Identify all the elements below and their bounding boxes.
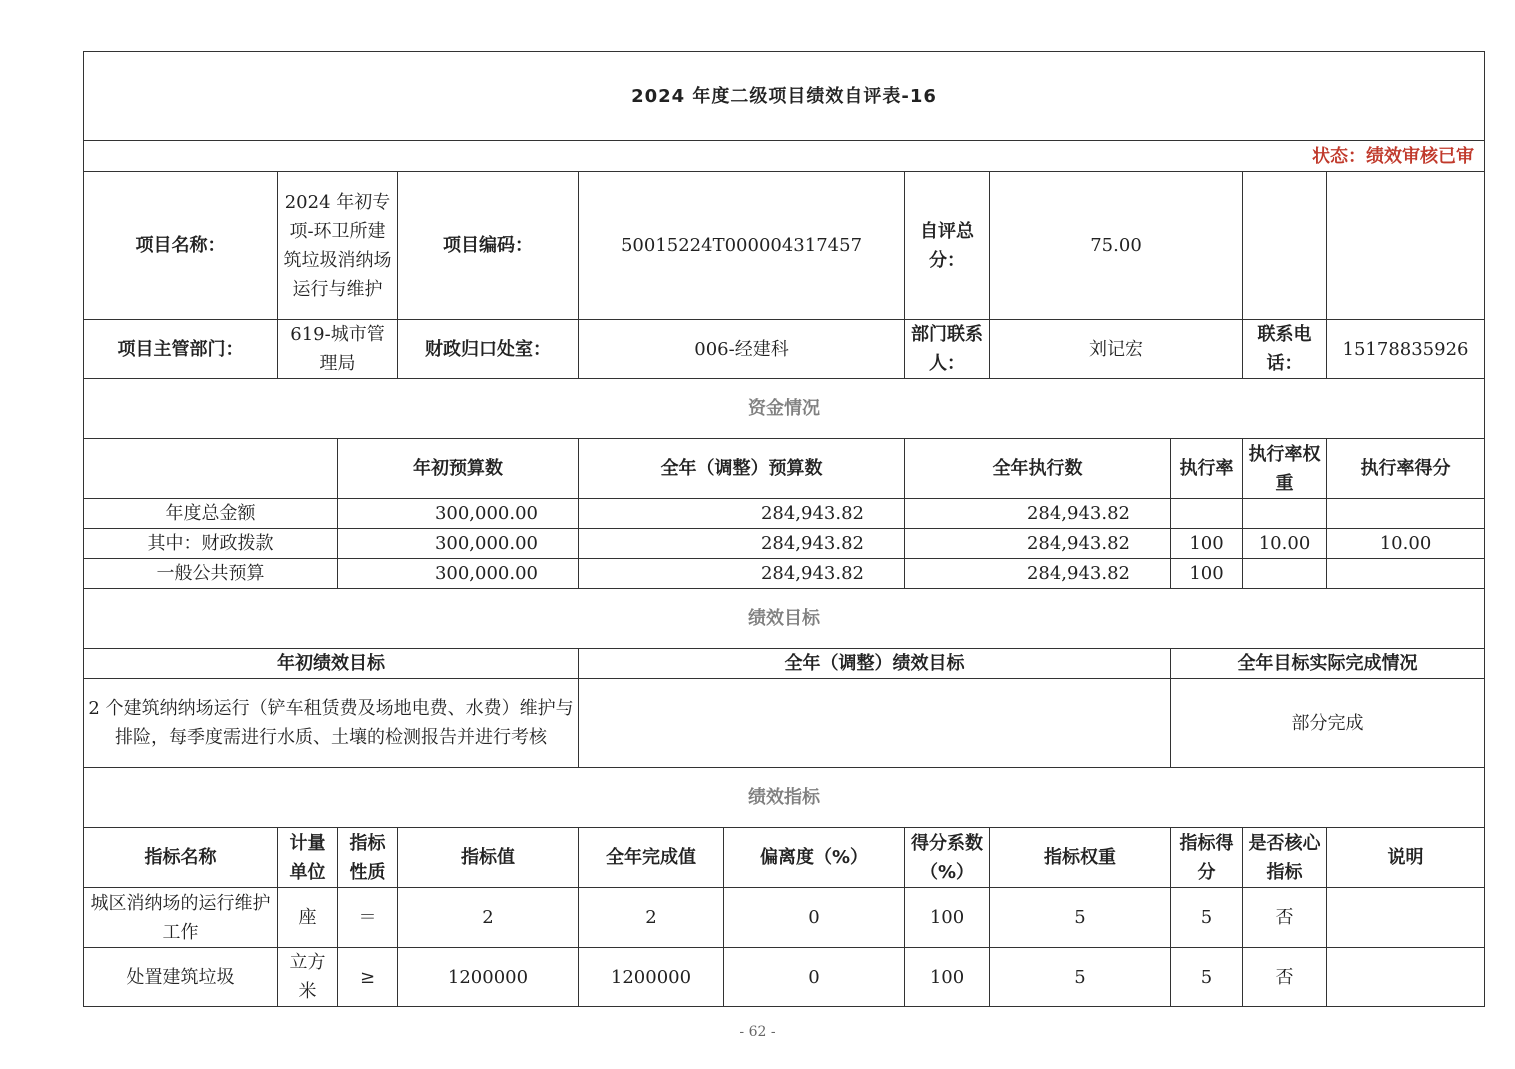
indicator-coef: 100 — [905, 948, 990, 1007]
indicator-header: 全年完成值 — [579, 828, 724, 888]
indicator-header: 是否核心指标 — [1243, 828, 1327, 888]
score-value: 75.00 — [990, 172, 1243, 320]
indicator-deviation: 0 — [724, 888, 905, 948]
indicator-name: 处置建筑垃圾 — [84, 948, 278, 1007]
goals-header: 全年（调整）绩效目标 — [579, 649, 1171, 679]
indicator-score: 5 — [1171, 948, 1243, 1007]
indicator-nature: ＝ — [338, 888, 398, 948]
score-label: 自评总分： — [905, 172, 990, 320]
indicator-target: 2 — [398, 888, 579, 948]
indicator-header: 指标性质 — [338, 828, 398, 888]
fund-row-rate: 100 — [1171, 529, 1243, 559]
indicator-name: 城区消纳场的运行维护工作 — [84, 888, 278, 948]
finance-value: 006-经建科 — [579, 320, 905, 379]
indicator-note — [1327, 888, 1485, 948]
indicator-coef: 100 — [905, 888, 990, 948]
table-row — [84, 948, 1485, 1007]
funds-header: 执行率 — [1171, 439, 1243, 499]
contact-value: 刘记宏 — [990, 320, 1243, 379]
indicator-header: 指标值 — [398, 828, 579, 888]
initial-goal-text: 2 个建筑纳纳场运行（铲车租赁费及场地电费、水费）维护与排险，每季度需进行水质、土壤的检测报告并进行考核 — [84, 679, 579, 768]
indicator-deviation: 0 — [724, 948, 905, 1007]
fund-row-weight: 10.00 — [1243, 529, 1327, 559]
funds-section-title: 资金情况 — [84, 379, 1485, 439]
phone-value: 15178835926 — [1327, 320, 1485, 379]
goals-header: 全年目标实际完成情况 — [1171, 649, 1485, 679]
adjusted-goal-text — [579, 679, 1171, 768]
indicator-header: 指标权重 — [990, 828, 1171, 888]
indicators-section-title: 绩效指标 — [84, 768, 1485, 828]
dept-value: 619-城市管理局 — [278, 320, 398, 379]
phone-label: 联系电话： — [1243, 320, 1327, 379]
status-badge: 状态：绩效审核已审 — [84, 141, 1485, 172]
fund-row-name: 一般公共预算 — [84, 559, 338, 589]
funds-header: 执行率权重 — [1243, 439, 1327, 499]
goals-header: 年初绩效目标 — [84, 649, 579, 679]
blank-cell — [1243, 172, 1327, 320]
funds-header: 全年（调整）预算数 — [579, 439, 905, 499]
fund-row-adjusted: 284,943.82 — [579, 499, 905, 529]
indicator-unit: 立方米 — [278, 948, 338, 1007]
indicator-actual: 2 — [579, 888, 724, 948]
finance-label: 财政归口处室： — [398, 320, 579, 379]
fund-row-initial: 300,000.00 — [338, 559, 579, 589]
indicator-target: 1200000 — [398, 948, 579, 1007]
fund-row-rate — [1171, 499, 1243, 529]
page-title: 2024 年度二级项目绩效自评表-16 — [84, 52, 1485, 141]
project-name-label: 项目名称： — [84, 172, 278, 320]
project-code-value: 50015224T000004317457 — [579, 172, 905, 320]
indicator-note — [1327, 948, 1485, 1007]
fund-row-executed: 284,943.82 — [905, 559, 1171, 589]
contact-label: 部门联系人： — [905, 320, 990, 379]
indicator-header: 指标名称 — [84, 828, 278, 888]
fund-row-name: 其中：财政拨款 — [84, 529, 338, 559]
indicator-nature: ≥ — [338, 948, 398, 1007]
indicator-header: 得分系数（%） — [905, 828, 990, 888]
indicator-weight: 5 — [990, 948, 1171, 1007]
fund-row-executed: 284,943.82 — [905, 499, 1171, 529]
page-number: - 62 - — [739, 1024, 776, 1040]
fund-row-weight — [1243, 559, 1327, 589]
indicator-unit: 座 — [278, 888, 338, 948]
fund-row-adjusted: 284,943.82 — [579, 529, 905, 559]
table-row — [84, 559, 1485, 589]
evaluation-table — [83, 51, 1485, 1007]
indicator-actual: 1200000 — [579, 948, 724, 1007]
table-row — [84, 499, 1485, 529]
blank-cell — [1327, 172, 1485, 320]
actual-completion-text: 部分完成 — [1171, 679, 1485, 768]
indicator-core: 否 — [1243, 948, 1327, 1007]
project-name-value: 2024 年初专项-环卫所建筑垃圾消纳场运行与维护 — [278, 172, 398, 320]
fund-row-score — [1327, 499, 1485, 529]
funds-header: 执行率得分 — [1327, 439, 1485, 499]
fund-row-weight — [1243, 499, 1327, 529]
fund-row-score: 10.00 — [1327, 529, 1485, 559]
indicator-score: 5 — [1171, 888, 1243, 948]
table-row — [84, 529, 1485, 559]
goals-section-title: 绩效目标 — [84, 589, 1485, 649]
fund-row-name: 年度总金额 — [84, 499, 338, 529]
funds-header: 全年执行数 — [905, 439, 1171, 499]
indicator-header: 偏离度（%） — [724, 828, 905, 888]
funds-header-blank — [84, 439, 338, 499]
dept-label: 项目主管部门： — [84, 320, 278, 379]
table-row — [84, 888, 1485, 948]
fund-row-adjusted: 284,943.82 — [579, 559, 905, 589]
fund-row-initial: 300,000.00 — [338, 499, 579, 529]
project-code-label: 项目编码： — [398, 172, 579, 320]
funds-header: 年初预算数 — [338, 439, 579, 499]
fund-row-score — [1327, 559, 1485, 589]
indicator-core: 否 — [1243, 888, 1327, 948]
indicator-header: 计量单位 — [278, 828, 338, 888]
fund-row-rate: 100 — [1171, 559, 1243, 589]
fund-row-executed: 284,943.82 — [905, 529, 1171, 559]
indicator-header: 指标得分 — [1171, 828, 1243, 888]
fund-row-initial: 300,000.00 — [338, 529, 579, 559]
indicator-weight: 5 — [990, 888, 1171, 948]
indicator-header: 说明 — [1327, 828, 1485, 888]
